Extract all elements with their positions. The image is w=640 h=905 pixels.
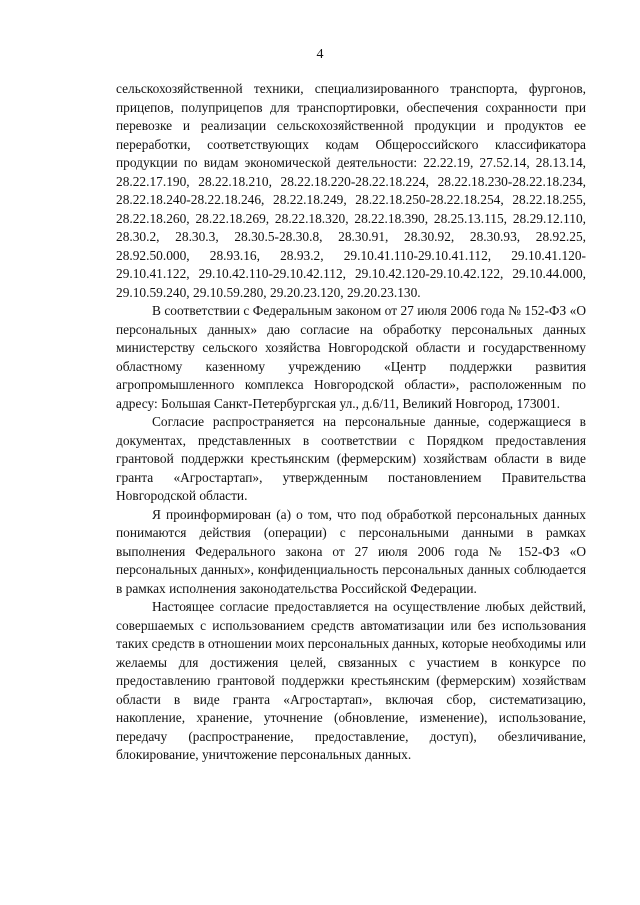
paragraph-processing-actions: Настоящее согласие предоставляется на осуществление любых действий, совершаемых с использованием средств автоматизации или без использования таких средств в отношении моих персональных данных, которые необходимы или желаемы для достижения целей, связанных с участием в конкурсе по предоставлению грантовой поддержки крестьянским (фермерским) хозяйствам области в виде гранта «Агростартап», включая сбор, систематизацию, накопление, хранение, уточнение (обновление, изменение), использование, передачу (распространение, предоставление, доступ), обезличивание, блокирование, уничтожение персональных данных.	[116, 599, 586, 762]
paragraph-informed: Я проинформирован (а) о том, что под обработкой персональных данных понимаются действия (операции) с персональными данными в рамках выполнения Федерального закона от 27 июля 2006 года № 152-ФЗ «О персональных данных», конфиденциальность персональных данных соблюдается в рамках исполнения законодательства Российской Федерации.	[116, 506, 586, 596]
paragraph-consent-law: В соответствии с Федеральным законом от 27 июля 2006 года № 152-ФЗ «О персональных данных» даю согласие на обработку персональных данных министерству сельского хозяйства Новгородской области и государственному областному казенному учреждению «Центр поддержки развития агропромышленного комплекса Новгородской области», расположенным по адресу: Большая Санкт-Петербургская ул., д.6/11, Великий Новгород, 173001.	[116, 303, 586, 411]
page-number: 4	[316, 47, 324, 62]
paragraph-consent-scope: Согласие распространяется на персональные данные, содержащиеся в документах, представленных в соответствии с Порядком предоставления грантовой поддержки крестьянским (фермерским) хозяйствам области в виде гранта «Агростартап», утвержденным постановлением Правительства Новгородской области.	[116, 414, 586, 503]
document-body	[116, 80, 586, 765]
paragraph-equipment-codes: сельскохозяйственной техники, специализированного транспорта, фургонов, прицепов, полуприцепов для транспортировки, обеспечения сохранности при перевозке и реализации сельскохозяйственной продукции и продуктов ее переработки, соответствующих кодам Общероссийского классификатора продукции по видам экономической деятельности: 22.22.19, 27.52.14, 28.13.14, 28.22.17.190, 28.22.18.210, 28.22.18.220-28.22.18.224, 28.22.18.230-28.22.18.234, 28.22.18.240-28.22.18.246, 28.22.18.249, 28.22.18.250-28.22.18.254, 28.22.18.255, 28.22.18.260, 28.22.18.269, 28.22.18.320, 28.22.18.390, 28.25.13.115, 28.29.12.110, 28.30.2, 28.30.3, 28.30.5-28.30.8, 28.30.91, 28.30.92, 28.30.93, 28.92.25, 28.92.50.000, 28.93.16, 28.93.2, 29.10.41.110-29.10.41.112, 29.10.41.120-29.10.41.122, 29.10.42.110-29.10.42.112, 29.10.42.120-29.10.42.122, 29.10.44.000, 29.10.59.240, 29.10.59.280, 29.20.23.120, 29.20.23.130.	[116, 81, 586, 300]
